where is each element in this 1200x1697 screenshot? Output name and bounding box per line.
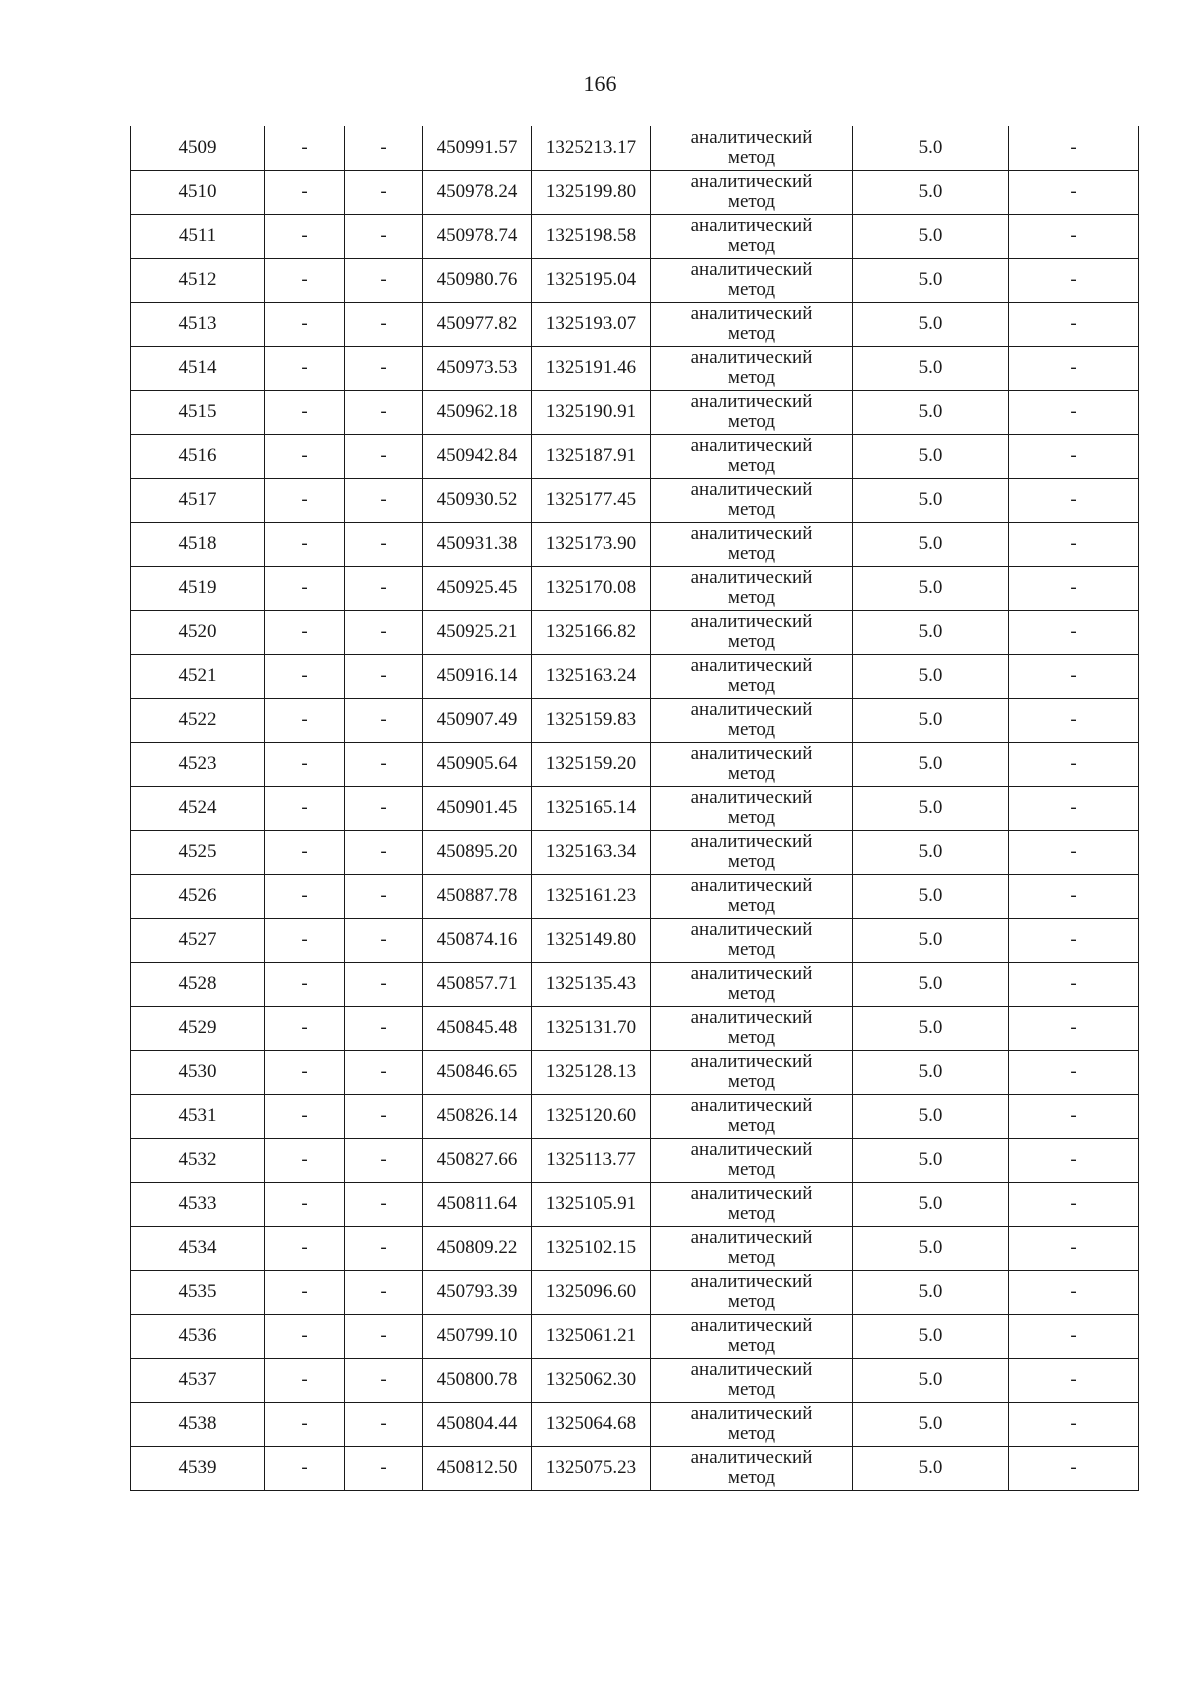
point-number-cell: 4521 [131, 654, 265, 698]
y-coordinate-cell: 1325075.23 [532, 1446, 651, 1490]
point-number-cell: 4528 [131, 962, 265, 1006]
empty-value-cell: - [1009, 918, 1139, 962]
x-coordinate-cell: 450800.78 [423, 1358, 532, 1402]
x-coordinate-cell: 450905.64 [423, 742, 532, 786]
point-number-cell: 4514 [131, 346, 265, 390]
empty-value-cell: - [265, 1138, 345, 1182]
x-coordinate-cell: 450811.64 [423, 1182, 532, 1226]
empty-value-cell: - [1009, 874, 1139, 918]
table-row [131, 698, 1139, 742]
y-coordinate-cell: 1325199.80 [532, 170, 651, 214]
accuracy-cell: 5.0 [853, 434, 1009, 478]
table-row [131, 1446, 1139, 1490]
method-cell: аналитический метод [651, 478, 853, 522]
table-row [131, 874, 1139, 918]
method-cell: аналитический метод [651, 830, 853, 874]
x-coordinate-cell: 450799.10 [423, 1314, 532, 1358]
table-row [131, 170, 1139, 214]
accuracy-cell: 5.0 [853, 302, 1009, 346]
x-coordinate-cell: 450804.44 [423, 1402, 532, 1446]
method-cell: аналитический метод [651, 346, 853, 390]
point-number-cell: 4531 [131, 1094, 265, 1138]
empty-value-cell: - [345, 1402, 423, 1446]
x-coordinate-cell: 450874.16 [423, 918, 532, 962]
x-coordinate-cell: 450845.48 [423, 1006, 532, 1050]
table-row [131, 522, 1139, 566]
point-number-cell: 4509 [131, 126, 265, 170]
empty-value-cell: - [345, 1138, 423, 1182]
point-number-cell: 4530 [131, 1050, 265, 1094]
table-row [131, 434, 1139, 478]
accuracy-cell: 5.0 [853, 918, 1009, 962]
accuracy-cell: 5.0 [853, 1182, 1009, 1226]
method-cell: аналитический метод [651, 1050, 853, 1094]
accuracy-cell: 5.0 [853, 1094, 1009, 1138]
empty-value-cell: - [345, 1358, 423, 1402]
empty-value-cell: - [265, 610, 345, 654]
x-coordinate-cell: 450826.14 [423, 1094, 532, 1138]
method-cell: аналитический метод [651, 1182, 853, 1226]
y-coordinate-cell: 1325128.13 [532, 1050, 651, 1094]
empty-value-cell: - [265, 478, 345, 522]
x-coordinate-cell: 450812.50 [423, 1446, 532, 1490]
empty-value-cell: - [1009, 478, 1139, 522]
empty-value-cell: - [345, 874, 423, 918]
table-row [131, 1006, 1139, 1050]
x-coordinate-cell: 450857.71 [423, 962, 532, 1006]
accuracy-cell: 5.0 [853, 170, 1009, 214]
point-number-cell: 4518 [131, 522, 265, 566]
point-number-cell: 4515 [131, 390, 265, 434]
empty-value-cell: - [265, 1094, 345, 1138]
table-row [131, 742, 1139, 786]
empty-value-cell: - [1009, 1270, 1139, 1314]
x-coordinate-cell: 450827.66 [423, 1138, 532, 1182]
method-cell: аналитический метод [651, 1402, 853, 1446]
empty-value-cell: - [265, 214, 345, 258]
accuracy-cell: 5.0 [853, 522, 1009, 566]
empty-value-cell: - [1009, 654, 1139, 698]
table-row [131, 566, 1139, 610]
y-coordinate-cell: 1325149.80 [532, 918, 651, 962]
empty-value-cell: - [345, 1182, 423, 1226]
empty-value-cell: - [345, 566, 423, 610]
empty-value-cell: - [265, 786, 345, 830]
empty-value-cell: - [265, 1358, 345, 1402]
empty-value-cell: - [265, 742, 345, 786]
point-number-cell: 4520 [131, 610, 265, 654]
x-coordinate-cell: 450907.49 [423, 698, 532, 742]
empty-value-cell: - [345, 1226, 423, 1270]
accuracy-cell: 5.0 [853, 962, 1009, 1006]
empty-value-cell: - [1009, 1050, 1139, 1094]
method-cell: аналитический метод [651, 1094, 853, 1138]
x-coordinate-cell: 450980.76 [423, 258, 532, 302]
empty-value-cell: - [345, 170, 423, 214]
accuracy-cell: 5.0 [853, 1270, 1009, 1314]
x-coordinate-cell: 450901.45 [423, 786, 532, 830]
table-row [131, 126, 1139, 170]
y-coordinate-cell: 1325163.24 [532, 654, 651, 698]
table-row [131, 786, 1139, 830]
coordinates-table [130, 126, 1139, 1491]
x-coordinate-cell: 450925.45 [423, 566, 532, 610]
x-coordinate-cell: 450809.22 [423, 1226, 532, 1270]
empty-value-cell: - [265, 566, 345, 610]
method-cell: аналитический метод [651, 918, 853, 962]
empty-value-cell: - [345, 126, 423, 170]
method-cell: аналитический метод [651, 1314, 853, 1358]
point-number-cell: 4538 [131, 1402, 265, 1446]
y-coordinate-cell: 1325195.04 [532, 258, 651, 302]
table-row [131, 1050, 1139, 1094]
accuracy-cell: 5.0 [853, 346, 1009, 390]
empty-value-cell: - [1009, 390, 1139, 434]
table-row [131, 918, 1139, 962]
x-coordinate-cell: 450991.57 [423, 126, 532, 170]
empty-value-cell: - [1009, 1402, 1139, 1446]
empty-value-cell: - [345, 962, 423, 1006]
method-cell: аналитический метод [651, 1270, 853, 1314]
table-row [131, 1094, 1139, 1138]
empty-value-cell: - [345, 478, 423, 522]
page-number: 166 [583, 71, 617, 96]
accuracy-cell: 5.0 [853, 874, 1009, 918]
empty-value-cell: - [1009, 1358, 1139, 1402]
empty-value-cell: - [265, 346, 345, 390]
empty-value-cell: - [345, 698, 423, 742]
y-coordinate-cell: 1325135.43 [532, 962, 651, 1006]
y-coordinate-cell: 1325173.90 [532, 522, 651, 566]
table-row [131, 830, 1139, 874]
empty-value-cell: - [265, 962, 345, 1006]
x-coordinate-cell: 450793.39 [423, 1270, 532, 1314]
table-row [131, 478, 1139, 522]
empty-value-cell: - [1009, 1138, 1139, 1182]
y-coordinate-cell: 1325131.70 [532, 1006, 651, 1050]
x-coordinate-cell: 450931.38 [423, 522, 532, 566]
table-body [131, 126, 1139, 1490]
y-coordinate-cell: 1325187.91 [532, 434, 651, 478]
empty-value-cell: - [345, 302, 423, 346]
y-coordinate-cell: 1325105.91 [532, 1182, 651, 1226]
empty-value-cell: - [1009, 346, 1139, 390]
table-row [131, 258, 1139, 302]
empty-value-cell: - [265, 1402, 345, 1446]
y-coordinate-cell: 1325170.08 [532, 566, 651, 610]
method-cell: аналитический метод [651, 1138, 853, 1182]
empty-value-cell: - [1009, 1314, 1139, 1358]
point-number-cell: 4534 [131, 1226, 265, 1270]
table-row [131, 1358, 1139, 1402]
y-coordinate-cell: 1325159.20 [532, 742, 651, 786]
empty-value-cell: - [265, 1270, 345, 1314]
y-coordinate-cell: 1325096.60 [532, 1270, 651, 1314]
empty-value-cell: - [1009, 566, 1139, 610]
accuracy-cell: 5.0 [853, 478, 1009, 522]
method-cell: аналитический метод [651, 1446, 853, 1490]
empty-value-cell: - [345, 830, 423, 874]
x-coordinate-cell: 450930.52 [423, 478, 532, 522]
accuracy-cell: 5.0 [853, 786, 1009, 830]
accuracy-cell: 5.0 [853, 1006, 1009, 1050]
empty-value-cell: - [265, 434, 345, 478]
empty-value-cell: - [265, 654, 345, 698]
y-coordinate-cell: 1325165.14 [532, 786, 651, 830]
empty-value-cell: - [345, 654, 423, 698]
empty-value-cell: - [265, 1182, 345, 1226]
empty-value-cell: - [345, 258, 423, 302]
y-coordinate-cell: 1325161.23 [532, 874, 651, 918]
empty-value-cell: - [265, 1006, 345, 1050]
table-row [131, 1270, 1139, 1314]
accuracy-cell: 5.0 [853, 390, 1009, 434]
method-cell: аналитический метод [651, 522, 853, 566]
method-cell: аналитический метод [651, 258, 853, 302]
empty-value-cell: - [265, 698, 345, 742]
method-cell: аналитический метод [651, 610, 853, 654]
table-row [131, 1226, 1139, 1270]
y-coordinate-cell: 1325177.45 [532, 478, 651, 522]
accuracy-cell: 5.0 [853, 654, 1009, 698]
x-coordinate-cell: 450962.18 [423, 390, 532, 434]
table-row [131, 962, 1139, 1006]
empty-value-cell: - [345, 214, 423, 258]
empty-value-cell: - [345, 346, 423, 390]
accuracy-cell: 5.0 [853, 258, 1009, 302]
x-coordinate-cell: 450942.84 [423, 434, 532, 478]
empty-value-cell: - [345, 1446, 423, 1490]
accuracy-cell: 5.0 [853, 1226, 1009, 1270]
y-coordinate-cell: 1325213.17 [532, 126, 651, 170]
empty-value-cell: - [1009, 214, 1139, 258]
empty-value-cell: - [1009, 786, 1139, 830]
accuracy-cell: 5.0 [853, 698, 1009, 742]
x-coordinate-cell: 450973.53 [423, 346, 532, 390]
point-number-cell: 4512 [131, 258, 265, 302]
table-row [131, 390, 1139, 434]
method-cell: аналитический метод [651, 1358, 853, 1402]
accuracy-cell: 5.0 [853, 830, 1009, 874]
point-number-cell: 4510 [131, 170, 265, 214]
y-coordinate-cell: 1325166.82 [532, 610, 651, 654]
point-number-cell: 4535 [131, 1270, 265, 1314]
empty-value-cell: - [345, 1006, 423, 1050]
table-row [131, 1314, 1139, 1358]
point-number-cell: 4517 [131, 478, 265, 522]
table-row [131, 346, 1139, 390]
empty-value-cell: - [265, 830, 345, 874]
empty-value-cell: - [265, 1446, 345, 1490]
x-coordinate-cell: 450977.82 [423, 302, 532, 346]
point-number-cell: 4533 [131, 1182, 265, 1226]
point-number-cell: 4524 [131, 786, 265, 830]
method-cell: аналитический метод [651, 434, 853, 478]
point-number-cell: 4536 [131, 1314, 265, 1358]
empty-value-cell: - [1009, 1006, 1139, 1050]
accuracy-cell: 5.0 [853, 1446, 1009, 1490]
method-cell: аналитический метод [651, 170, 853, 214]
y-coordinate-cell: 1325163.34 [532, 830, 651, 874]
y-coordinate-cell: 1325120.60 [532, 1094, 651, 1138]
empty-value-cell: - [265, 918, 345, 962]
empty-value-cell: - [345, 786, 423, 830]
x-coordinate-cell: 450925.21 [423, 610, 532, 654]
method-cell: аналитический метод [651, 1226, 853, 1270]
empty-value-cell: - [1009, 1226, 1139, 1270]
method-cell: аналитический метод [651, 214, 853, 258]
empty-value-cell: - [345, 1270, 423, 1314]
empty-value-cell: - [1009, 1182, 1139, 1226]
method-cell: аналитический метод [651, 566, 853, 610]
point-number-cell: 4525 [131, 830, 265, 874]
x-coordinate-cell: 450978.24 [423, 170, 532, 214]
y-coordinate-cell: 1325190.91 [532, 390, 651, 434]
method-cell: аналитический метод [651, 874, 853, 918]
accuracy-cell: 5.0 [853, 1050, 1009, 1094]
point-number-cell: 4532 [131, 1138, 265, 1182]
empty-value-cell: - [1009, 742, 1139, 786]
empty-value-cell: - [345, 918, 423, 962]
empty-value-cell: - [345, 1094, 423, 1138]
y-coordinate-cell: 1325061.21 [532, 1314, 651, 1358]
empty-value-cell: - [1009, 1446, 1139, 1490]
method-cell: аналитический метод [651, 302, 853, 346]
empty-value-cell: - [1009, 126, 1139, 170]
accuracy-cell: 5.0 [853, 126, 1009, 170]
empty-value-cell: - [265, 126, 345, 170]
y-coordinate-cell: 1325193.07 [532, 302, 651, 346]
empty-value-cell: - [1009, 830, 1139, 874]
table-row [131, 1402, 1139, 1446]
empty-value-cell: - [265, 874, 345, 918]
method-cell: аналитический метод [651, 962, 853, 1006]
point-number-cell: 4537 [131, 1358, 265, 1402]
method-cell: аналитический метод [651, 786, 853, 830]
empty-value-cell: - [1009, 1094, 1139, 1138]
point-number-cell: 4511 [131, 214, 265, 258]
accuracy-cell: 5.0 [853, 566, 1009, 610]
empty-value-cell: - [345, 610, 423, 654]
y-coordinate-cell: 1325159.83 [532, 698, 651, 742]
table-row [131, 1138, 1139, 1182]
accuracy-cell: 5.0 [853, 1314, 1009, 1358]
accuracy-cell: 5.0 [853, 1138, 1009, 1182]
empty-value-cell: - [1009, 258, 1139, 302]
empty-value-cell: - [1009, 170, 1139, 214]
empty-value-cell: - [345, 390, 423, 434]
table-row [131, 654, 1139, 698]
point-number-cell: 4519 [131, 566, 265, 610]
method-cell: аналитический метод [651, 126, 853, 170]
method-cell: аналитический метод [651, 390, 853, 434]
empty-value-cell: - [345, 434, 423, 478]
empty-value-cell: - [265, 258, 345, 302]
empty-value-cell: - [345, 522, 423, 566]
x-coordinate-cell: 450887.78 [423, 874, 532, 918]
accuracy-cell: 5.0 [853, 610, 1009, 654]
empty-value-cell: - [1009, 522, 1139, 566]
table-row [131, 1182, 1139, 1226]
empty-value-cell: - [1009, 962, 1139, 1006]
empty-value-cell: - [345, 742, 423, 786]
empty-value-cell: - [265, 1050, 345, 1094]
y-coordinate-cell: 1325198.58 [532, 214, 651, 258]
empty-value-cell: - [265, 390, 345, 434]
x-coordinate-cell: 450978.74 [423, 214, 532, 258]
empty-value-cell: - [265, 522, 345, 566]
accuracy-cell: 5.0 [853, 214, 1009, 258]
method-cell: аналитический метод [651, 654, 853, 698]
empty-value-cell: - [345, 1050, 423, 1094]
x-coordinate-cell: 450895.20 [423, 830, 532, 874]
empty-value-cell: - [265, 1226, 345, 1270]
empty-value-cell: - [265, 302, 345, 346]
accuracy-cell: 5.0 [853, 742, 1009, 786]
empty-value-cell: - [1009, 434, 1139, 478]
y-coordinate-cell: 1325064.68 [532, 1402, 651, 1446]
point-number-cell: 4523 [131, 742, 265, 786]
table-row [131, 214, 1139, 258]
method-cell: аналитический метод [651, 742, 853, 786]
y-coordinate-cell: 1325062.30 [532, 1358, 651, 1402]
empty-value-cell: - [265, 170, 345, 214]
point-number-cell: 4529 [131, 1006, 265, 1050]
point-number-cell: 4526 [131, 874, 265, 918]
accuracy-cell: 5.0 [853, 1402, 1009, 1446]
point-number-cell: 4527 [131, 918, 265, 962]
table-row [131, 610, 1139, 654]
point-number-cell: 4522 [131, 698, 265, 742]
point-number-cell: 4513 [131, 302, 265, 346]
y-coordinate-cell: 1325102.15 [532, 1226, 651, 1270]
method-cell: аналитический метод [651, 698, 853, 742]
x-coordinate-cell: 450846.65 [423, 1050, 532, 1094]
empty-value-cell: - [1009, 302, 1139, 346]
table-row [131, 302, 1139, 346]
empty-value-cell: - [1009, 610, 1139, 654]
empty-value-cell: - [1009, 698, 1139, 742]
point-number-cell: 4539 [131, 1446, 265, 1490]
empty-value-cell: - [345, 1314, 423, 1358]
empty-value-cell: - [265, 1314, 345, 1358]
method-cell: аналитический метод [651, 1006, 853, 1050]
y-coordinate-cell: 1325113.77 [532, 1138, 651, 1182]
point-number-cell: 4516 [131, 434, 265, 478]
accuracy-cell: 5.0 [853, 1358, 1009, 1402]
x-coordinate-cell: 450916.14 [423, 654, 532, 698]
y-coordinate-cell: 1325191.46 [532, 346, 651, 390]
